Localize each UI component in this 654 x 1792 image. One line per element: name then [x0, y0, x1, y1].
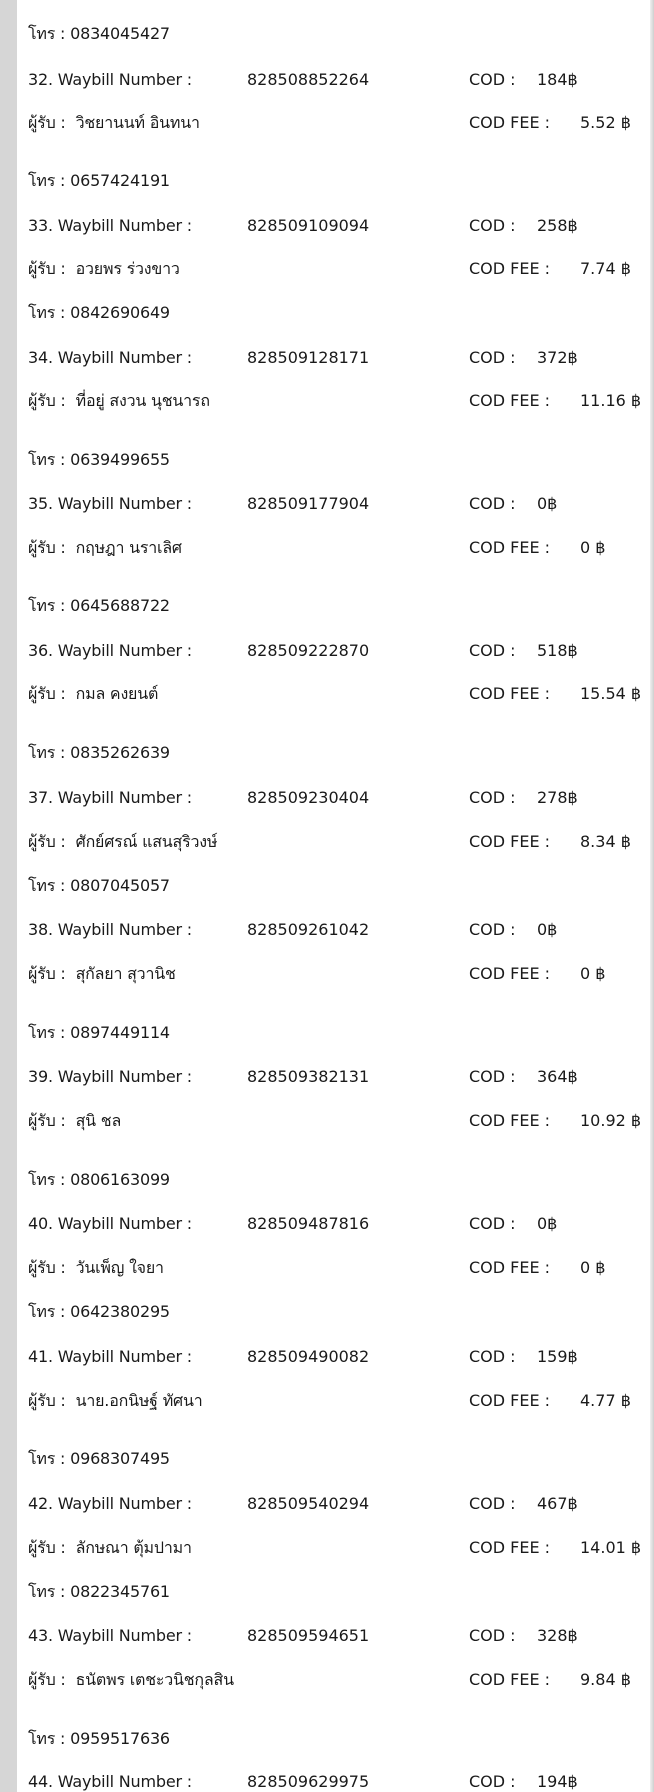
recipient-label: ผู้รับ : [28, 1391, 66, 1410]
cod-fee-label: COD FEE : [469, 1391, 551, 1410]
record-index: 40 [28, 1214, 48, 1233]
waybill-row [28, 1067, 192, 1087]
waybill-number: 828509540294 [247, 1494, 370, 1513]
cod-fee-label: COD FEE : [469, 1111, 551, 1130]
recipient-row [28, 391, 210, 411]
recipient-label: ผู้รับ : [28, 1111, 66, 1130]
cod-value: 159฿ [537, 1347, 578, 1366]
phone-line [28, 1449, 170, 1469]
cod-value: 372฿ [537, 348, 578, 367]
recipient-label: ผู้รับ : [28, 684, 66, 703]
waybill-row [28, 1347, 192, 1367]
cod-value: 258฿ [537, 216, 578, 235]
recipient-name: กมล คงยนต์ [75, 684, 159, 703]
waybill-number: 828509594651 [247, 1626, 370, 1645]
waybill-label: . Waybill Number : [47, 1772, 192, 1791]
recipient-row [28, 1258, 164, 1278]
phone-number: 0822345761 [70, 1582, 170, 1601]
cod-fee-label: COD FEE : [469, 1670, 551, 1689]
cod-value: 278฿ [537, 788, 578, 807]
phone-label: โทร : [28, 1729, 71, 1748]
waybill-row [28, 348, 192, 368]
cod-label: COD : [469, 348, 516, 367]
cod-fee-value: 0 ฿ [580, 538, 606, 557]
phone-line [28, 1729, 170, 1749]
waybill-row [28, 788, 192, 808]
cod-label: COD : [469, 1772, 516, 1791]
phone-number: 0639499655 [70, 450, 170, 469]
recipient-name: อวยพร ร่วงขาว [75, 259, 180, 278]
waybill-number: 828509109094 [247, 216, 370, 235]
recipient-row [28, 113, 200, 133]
cod-fee-label: COD FEE : [469, 538, 551, 557]
phone-line [28, 876, 170, 896]
waybill-label: . Waybill Number : [47, 1067, 192, 1086]
phone-label: โทร : [28, 450, 71, 469]
recipient-label: ผู้รับ : [28, 832, 66, 851]
cod-fee-value: 10.92 ฿ [580, 1111, 642, 1130]
waybill-row [28, 70, 192, 90]
cod-label: COD : [469, 1214, 516, 1233]
recipient-name: กฤษฎา นราเลิศ [75, 538, 182, 557]
phone-number: 0657424191 [70, 171, 170, 190]
recipient-label: ผู้รับ : [28, 1538, 66, 1557]
recipient-row [28, 1538, 192, 1558]
recipient-name: วิชยานนท์ อินทนา [75, 113, 200, 132]
waybill-label: . Waybill Number : [47, 1214, 192, 1233]
phone-label: โทร : [28, 1023, 71, 1042]
cod-label: COD : [469, 216, 516, 235]
recipient-name: นาย.อกนิษฐ์ ทัศนา [75, 1391, 203, 1410]
phone-number: 0807045057 [70, 876, 170, 895]
waybill-row [28, 1772, 192, 1792]
cod-value: 194฿ [537, 1772, 578, 1791]
record-index: 41 [28, 1347, 48, 1366]
waybill-number: 828509230404 [247, 788, 370, 807]
phone-line [28, 303, 170, 323]
waybill-row [28, 920, 192, 940]
phone-label: โทร : [28, 303, 71, 322]
waybill-row [28, 494, 192, 514]
phone-line [28, 1023, 170, 1043]
waybill-row [28, 1626, 192, 1646]
recipient-row [28, 964, 176, 984]
waybill-number: 828509222870 [247, 641, 370, 660]
left-margin-bar [0, 0, 17, 1792]
phone-number: 0968307495 [70, 1449, 170, 1468]
cod-fee-value: 9.84 ฿ [580, 1670, 631, 1689]
cod-label: COD : [469, 1626, 516, 1645]
phone-label: โทร : [28, 1449, 71, 1468]
recipient-row [28, 832, 217, 852]
recipient-label: ผู้รับ : [28, 259, 66, 278]
record-index: 36 [28, 641, 48, 660]
right-scroll-shadow [650, 0, 654, 1792]
record-index: 42 [28, 1494, 48, 1513]
cod-label: COD : [469, 920, 516, 939]
phone-label: โทร : [28, 171, 71, 190]
phone-number: 0842690649 [70, 303, 170, 322]
phone-number: 0835262639 [70, 743, 170, 762]
waybill-label: . Waybill Number : [47, 494, 192, 513]
phone-label: โทร : [28, 1302, 71, 1321]
record-index: 33 [28, 216, 48, 235]
phone-label: โทร : [28, 876, 71, 895]
recipient-name: วันเพ็ญ ใจยา [75, 1258, 164, 1277]
recipient-name: สุนิ ชล [75, 1111, 122, 1130]
waybill-number: 828509490082 [247, 1347, 370, 1366]
waybill-number: 828509382131 [247, 1067, 370, 1086]
recipient-row [28, 1391, 203, 1411]
cod-label: COD : [469, 788, 516, 807]
cod-fee-value: 0 ฿ [580, 1258, 606, 1277]
waybill-number: 828509128171 [247, 348, 370, 367]
recipient-row [28, 1670, 234, 1690]
phone-line [28, 171, 170, 191]
phone-line [28, 596, 170, 616]
recipient-row [28, 259, 180, 279]
recipient-label: ผู้รับ : [28, 1670, 66, 1689]
cod-fee-value: 7.74 ฿ [580, 259, 631, 278]
record-index: 37 [28, 788, 48, 807]
phone-label: โทร : [28, 24, 71, 43]
cod-fee-value: 8.34 ฿ [580, 832, 631, 851]
phone-line [28, 743, 170, 763]
phone-line [28, 450, 170, 470]
waybill-row [28, 1494, 192, 1514]
recipient-name: สุกัลยา สุวานิช [75, 964, 176, 983]
waybill-number: 828509629975 [247, 1772, 370, 1791]
record-index: 34 [28, 348, 48, 367]
waybill-row [28, 641, 192, 661]
cod-fee-label: COD FEE : [469, 259, 551, 278]
phone-number: 0806163099 [70, 1170, 170, 1189]
phone-line [28, 1302, 170, 1322]
cod-fee-label: COD FEE : [469, 964, 551, 983]
phone-label: โทร : [28, 1170, 71, 1189]
cod-fee-label: COD FEE : [469, 832, 551, 851]
waybill-label: . Waybill Number : [47, 70, 192, 89]
cod-fee-value: 4.77 ฿ [580, 1391, 631, 1410]
cod-label: COD : [469, 1347, 516, 1366]
waybill-label: . Waybill Number : [47, 1626, 192, 1645]
cod-fee-label: COD FEE : [469, 1538, 551, 1557]
cod-value: 0฿ [537, 920, 558, 939]
cod-label: COD : [469, 1494, 516, 1513]
waybill-label: . Waybill Number : [47, 216, 192, 235]
cod-label: COD : [469, 641, 516, 660]
recipient-row [28, 1111, 121, 1131]
cod-fee-label: COD FEE : [469, 391, 551, 410]
phone-number: 0959517636 [70, 1729, 170, 1748]
cod-fee-label: COD FEE : [469, 113, 551, 132]
waybill-label: . Waybill Number : [47, 1494, 192, 1513]
waybill-number: 828509261042 [247, 920, 370, 939]
record-index: 43 [28, 1626, 48, 1645]
cod-label: COD : [469, 70, 516, 89]
cod-value: 328฿ [537, 1626, 578, 1645]
phone-label: โทร : [28, 1582, 71, 1601]
cod-fee-value: 5.52 ฿ [580, 113, 631, 132]
phone-line [28, 24, 170, 44]
cod-value: 0฿ [537, 1214, 558, 1233]
cod-value: 184฿ [537, 70, 578, 89]
phone-number: 0897449114 [70, 1023, 170, 1042]
phone-number: 0645688722 [70, 596, 170, 615]
waybill-label: . Waybill Number : [47, 920, 192, 939]
waybill-label: . Waybill Number : [47, 641, 192, 660]
record-index: 32 [28, 70, 48, 89]
waybill-number: 828509177904 [247, 494, 370, 513]
cod-value: 518฿ [537, 641, 578, 660]
record-index: 35 [28, 494, 48, 513]
recipient-name: ที่อยู่ สงวน นุชนารถ [75, 391, 210, 410]
phone-label: โทร : [28, 743, 71, 762]
recipient-row [28, 684, 158, 704]
cod-value: 467฿ [537, 1494, 578, 1513]
recipient-label: ผู้รับ : [28, 113, 66, 132]
phone-number: 0834045427 [70, 24, 170, 43]
record-index: 38 [28, 920, 48, 939]
waybill-number: 828509487816 [247, 1214, 370, 1233]
recipient-label: ผู้รับ : [28, 391, 66, 410]
record-index: 44 [28, 1772, 48, 1791]
recipient-name: ธนัตพร เตชะวนิชกุลสิน [75, 1670, 234, 1689]
cod-fee-label: COD FEE : [469, 684, 551, 703]
record-index: 39 [28, 1067, 48, 1086]
phone-number: 0642380295 [70, 1302, 170, 1321]
cod-fee-value: 15.54 ฿ [580, 684, 642, 703]
cod-value: 364฿ [537, 1067, 578, 1086]
phone-label: โทร : [28, 596, 71, 615]
cod-fee-value: 11.16 ฿ [580, 391, 642, 410]
waybill-label: . Waybill Number : [47, 788, 192, 807]
cod-label: COD : [469, 1067, 516, 1086]
waybill-label: . Waybill Number : [47, 348, 192, 367]
recipient-row [28, 538, 182, 558]
waybill-row [28, 216, 192, 236]
recipient-label: ผู้รับ : [28, 538, 66, 557]
phone-line [28, 1170, 170, 1190]
waybill-label: . Waybill Number : [47, 1347, 192, 1366]
recipient-name: ศักย์ศรณ์ แสนสุริวงษ์ [75, 832, 218, 851]
recipient-label: ผู้รับ : [28, 1258, 66, 1277]
cod-value: 0฿ [537, 494, 558, 513]
phone-line [28, 1582, 170, 1602]
cod-fee-value: 0 ฿ [580, 964, 606, 983]
cod-fee-value: 14.01 ฿ [580, 1538, 642, 1557]
cod-label: COD : [469, 494, 516, 513]
cod-fee-label: COD FEE : [469, 1258, 551, 1277]
recipient-label: ผู้รับ : [28, 964, 66, 983]
waybill-number: 828508852264 [247, 70, 370, 89]
waybill-row [28, 1214, 192, 1234]
recipient-name: ลักษณา ตุ้มปามา [75, 1538, 192, 1557]
